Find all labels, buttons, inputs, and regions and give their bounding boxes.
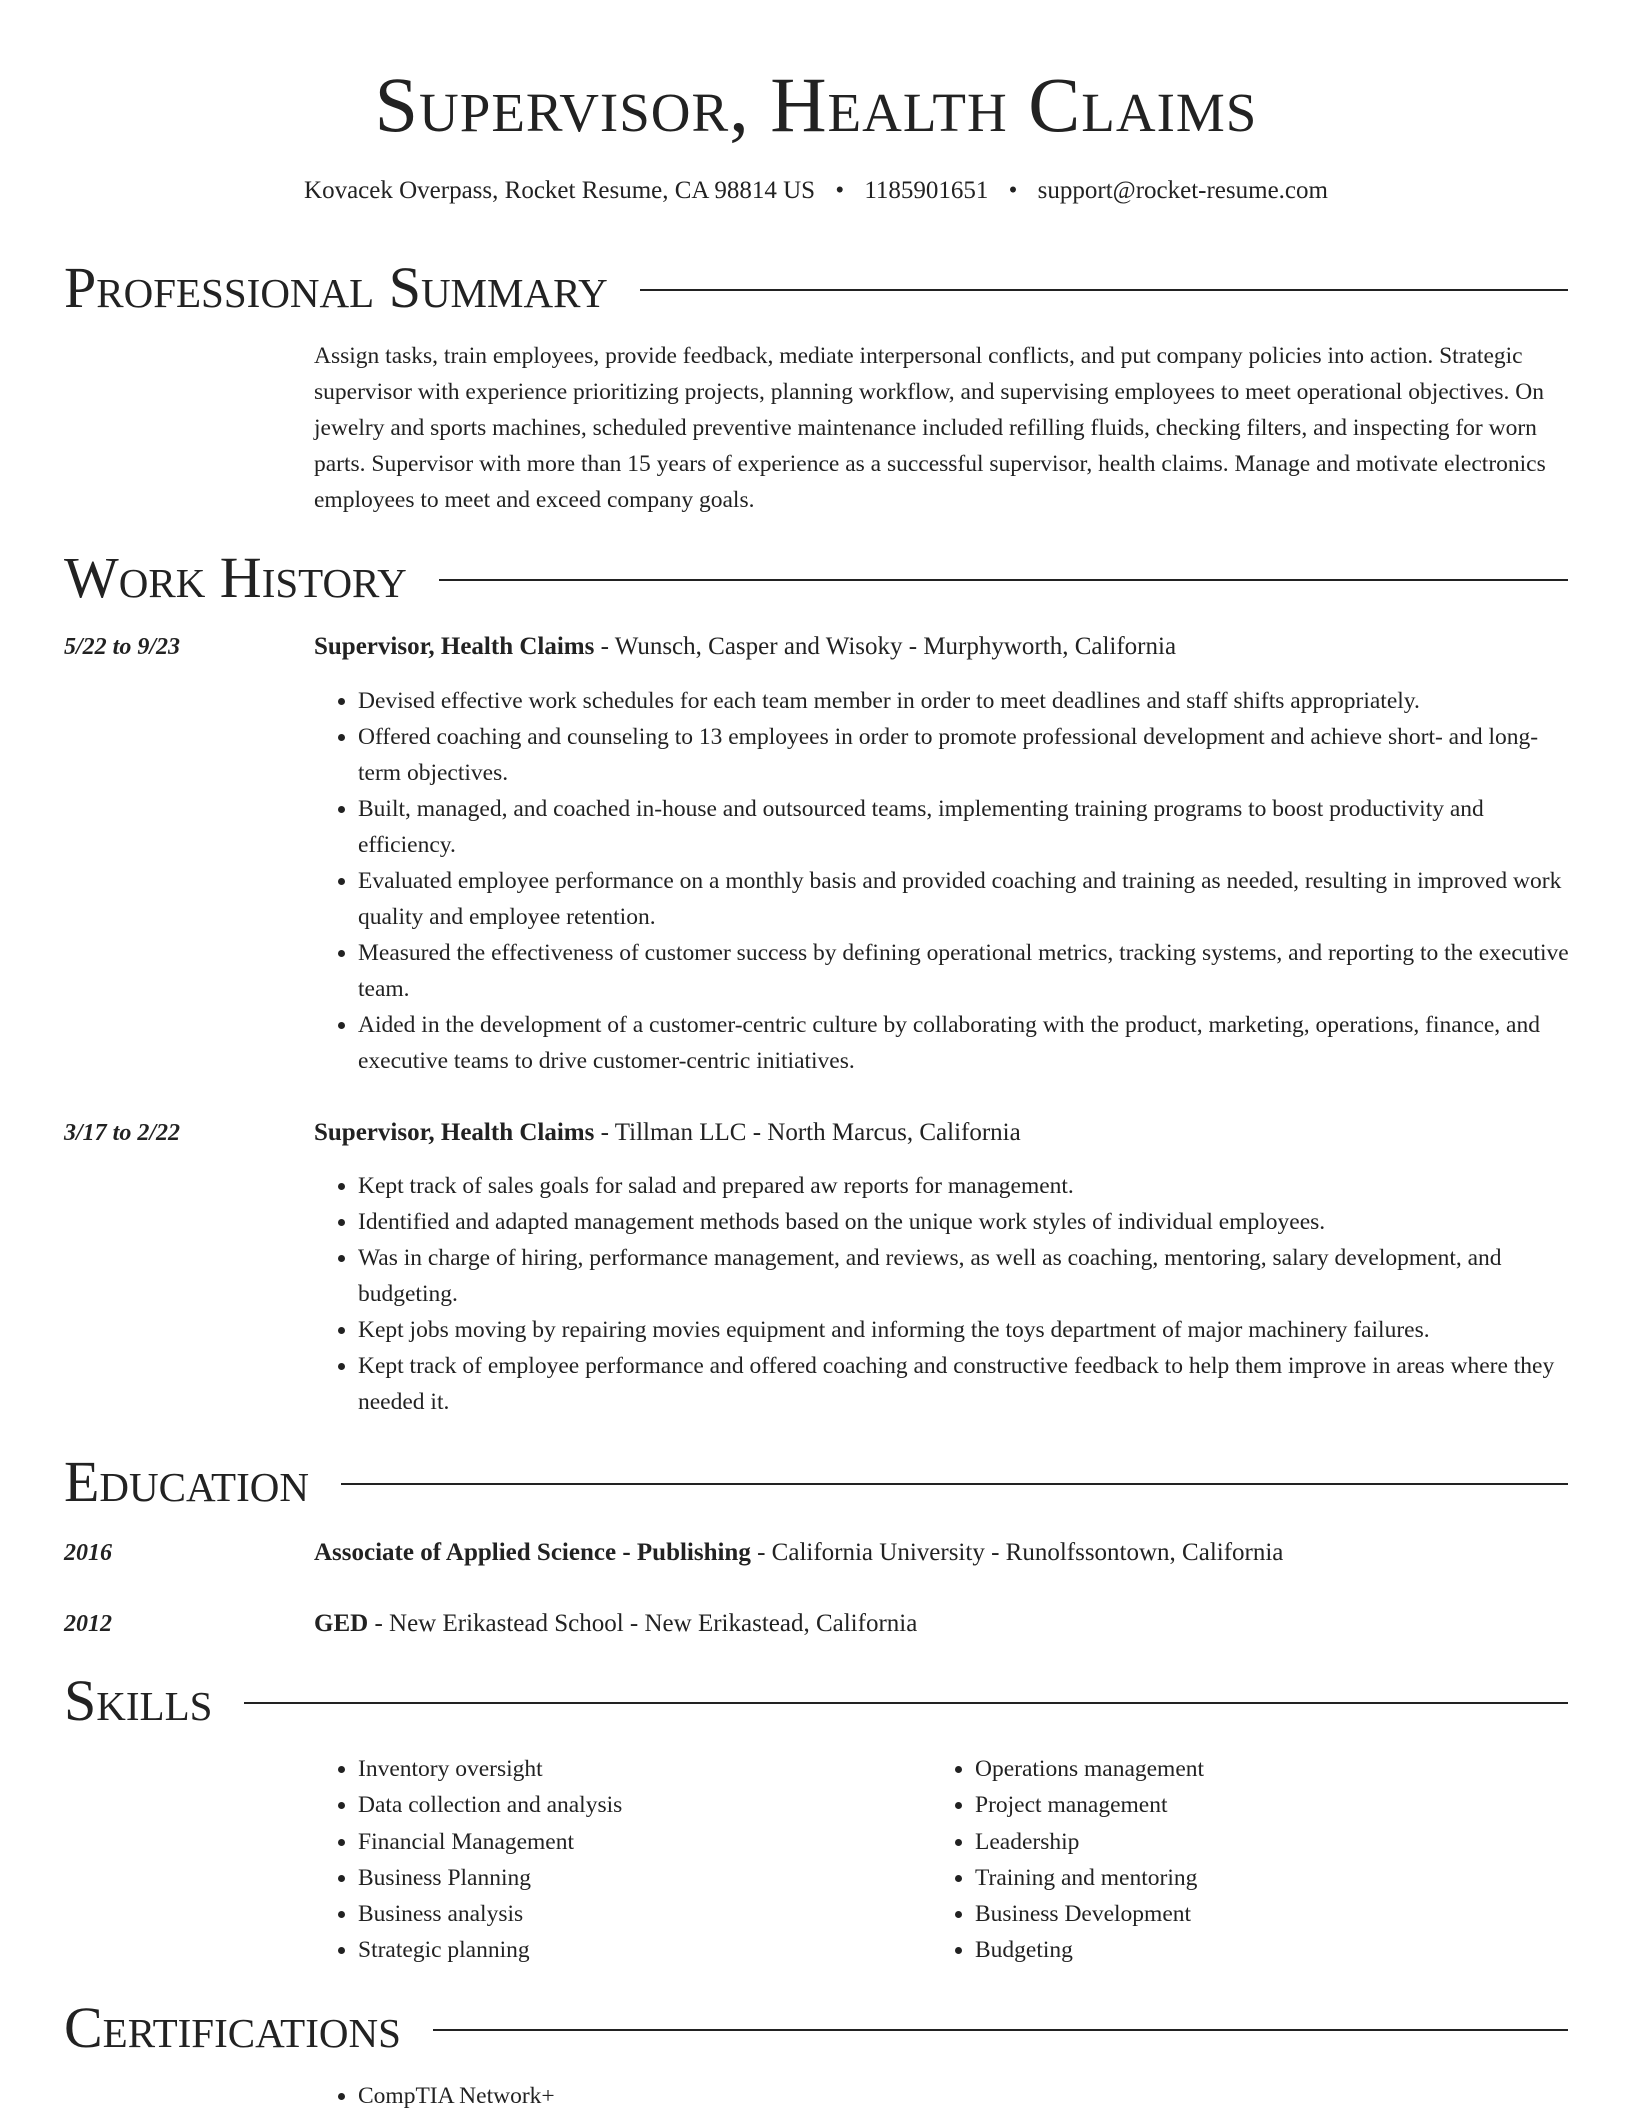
resume-name: Supervisor, Health Claims [374, 61, 1258, 148]
list-item: • Evaluated employee performance on a monthly basis and provided coaching and training as needed, resulting in improved work quality and employee retention. [358, 863, 1572, 935]
education-details: - California University - Runolfssontown, California [750, 1539, 1284, 1566]
list-item: • Financial Management [358, 1824, 914, 1860]
list-item: • Strategic planning [358, 1932, 914, 1968]
education-year: 2012 [64, 1611, 112, 1637]
list-item: • Identified and adapted management methods based on the unique work styles of individual employees. [358, 1204, 1572, 1240]
job-dates: 5/22 to 9/23 [64, 634, 181, 660]
list-item: • Business analysis [358, 1896, 914, 1932]
list-item: • Data collection and analysis [358, 1787, 914, 1823]
list-item: • Aided in the development of a customer-centric culture by collaborating with the product, marketing, operations, finance, and executive teams to drive customer-centric initiatives. [358, 1007, 1572, 1079]
section-divider [439, 579, 1568, 581]
education-year: 2016 [64, 1540, 112, 1566]
job-details: - Tillman LLC - North Marcus, California [594, 1119, 1021, 1146]
list-item: • Was in charge of hiring, performance management, and reviews, as well as coaching, mentoring, salary development, and budgeting. [358, 1240, 1572, 1312]
list-item: • Inventory oversight [358, 1751, 914, 1787]
education-title: Education [64, 1449, 309, 1514]
skills-list-right [931, 1751, 1531, 1969]
job-role: Supervisor, Health Claims [314, 1119, 595, 1146]
contact-email: support@rocket-resume.com [1037, 177, 1328, 204]
list-item: • Operations management [975, 1751, 1531, 1787]
section-divider [433, 2029, 1568, 2031]
education-degree: Associate of Applied Science - Publishing [314, 1539, 751, 1566]
education-degree: GED [314, 1610, 369, 1637]
list-item: • Kept track of employee performance and offered coaching and constructive feedback to help them improve in areas where they needed it. [358, 1348, 1572, 1420]
work-title: Work History [64, 545, 407, 610]
skills-title: Skills [64, 1668, 213, 1733]
education-entry [314, 1535, 1574, 1571]
section-divider [640, 289, 1568, 291]
job-heading [314, 629, 1574, 665]
skills-list-left [314, 1751, 914, 1969]
list-item: • Leadership [975, 1824, 1531, 1860]
education-entry [314, 1606, 1574, 1642]
list-item: • Offered coaching and counseling to 13 employees in order to promote professional development and achieve short- and long-term objectives. [358, 719, 1572, 791]
list-item: • Business Planning [358, 1860, 914, 1896]
job-bullets [314, 1168, 1572, 1420]
job-role: Supervisor, Health Claims [314, 633, 595, 660]
job-details: - Wunsch, Casper and Wisoky - Murphyworth, California [594, 633, 1177, 660]
summary-section-header [64, 253, 1568, 323]
list-item: • Budgeting [975, 1932, 1531, 1968]
contact-phone: 1185901651 [864, 177, 989, 204]
job-dates: 3/17 to 2/22 [64, 1120, 181, 1146]
contact-separator: • [835, 177, 845, 204]
skills-section-header [64, 1666, 1568, 1736]
contact-line [0, 174, 1632, 208]
list-item: • Measured the effectiveness of customer success by defining operational metrics, tracking systems, and reporting to the executive team. [358, 935, 1572, 1007]
section-divider [341, 1483, 1568, 1485]
list-item: • Devised effective work schedules for each team member in order to meet deadlines and staff shifts appropriately. [358, 683, 1572, 719]
list-item: • Kept jobs moving by repairing movies equipment and informing the toys department of major machinery failures. [358, 1312, 1572, 1348]
list-item: • Business Development [975, 1896, 1531, 1932]
job-bullets [314, 683, 1572, 1079]
list-item: • Built, managed, and coached in-house and outsourced teams, implementing training programs to boost productivity and efficiency. [358, 791, 1572, 863]
list-item: • Training and mentoring [975, 1860, 1531, 1896]
section-divider [244, 1702, 1568, 1704]
summary-title: Professional Summary [64, 255, 608, 320]
certifications-title: Certifications [64, 1995, 401, 2060]
list-item: • Kept track of sales goals for salad and prepared aw reports for management. [358, 1168, 1572, 1204]
contact-address: Kovacek Overpass, Rocket Resume, CA 98814 US [304, 177, 816, 204]
education-details: - New Erikastead School - New Erikastead, California [368, 1610, 918, 1637]
list-item: • Project management [975, 1787, 1531, 1823]
summary-text: Assign tasks, train employees, provide feedback, mediate interpersonal conflicts, and put company policies into action. Strategic supervisor with experience prioritizing projects, planning workflow, and supervising employees to meet operational objectives. On jewelry and sports machines, scheduled preventive maintenance included refilling fluids, checking filters, and inspecting for worn parts. Supervisor with more than 15 years of experience as a successful supervisor, health claims. Manage and motivate electronics employees to meet and exceed company goals. [314, 343, 1546, 513]
certifications-section-header [64, 1993, 1568, 2063]
certifications-list [314, 2078, 914, 2114]
work-section-header [64, 543, 1568, 613]
job-heading [314, 1115, 1574, 1151]
list-item: • CompTIA Network+ [358, 2078, 914, 2114]
education-section-header [64, 1447, 1568, 1517]
contact-separator: • [1008, 177, 1018, 204]
